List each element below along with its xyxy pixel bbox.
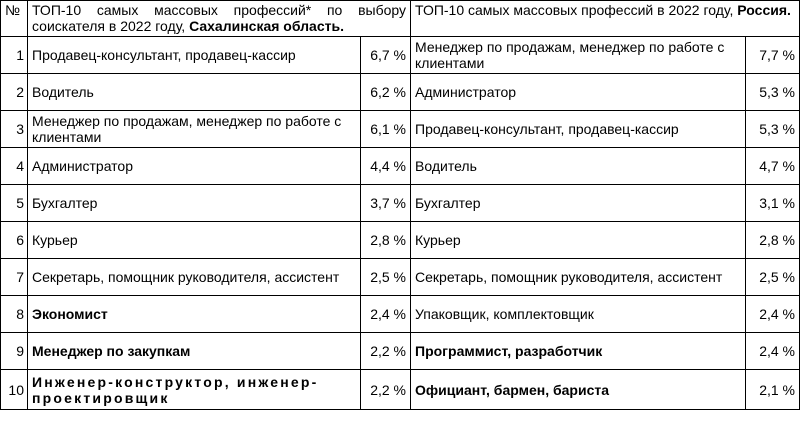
header-row: [1, 1, 800, 37]
russia-profession: Бухгалтер: [411, 185, 746, 222]
sakhalin-region-label: Сахалинская область.: [189, 18, 344, 34]
russia-profession: Менеджер по продажам, менеджер по работе с клиентами: [411, 37, 746, 74]
rank-number: 2: [1, 74, 28, 111]
russia-percent: 7,7 %: [746, 37, 800, 74]
sakhalin-profession: Администратор: [28, 148, 361, 185]
russia-profession: Официант, бармен, бариста: [411, 370, 746, 410]
table-row: [1, 185, 800, 222]
sakhalin-percent: 6,7 %: [361, 37, 411, 74]
sakhalin-percent: 6,2 %: [361, 74, 411, 111]
sakhalin-profession: Курьер: [28, 222, 361, 259]
russia-profession: Продавец-консультант, продавец-кассир: [411, 111, 746, 148]
sakhalin-header-text: ТОП-10 самых массовых профессий* по выбору соискателя в 2022 году,: [32, 2, 407, 34]
sakhalin-percent: 2,4 %: [361, 296, 411, 333]
russia-profession: Упаковщик, комплектовщик: [411, 296, 746, 333]
sakhalin-percent: 4,4 %: [361, 148, 411, 185]
sakhalin-column-header: [28, 1, 411, 37]
table-row: [1, 111, 800, 148]
sakhalin-profession: Секретарь, помощник руководителя, ассистент: [28, 259, 361, 296]
russia-percent: 2,5 %: [746, 259, 800, 296]
russia-percent: 5,3 %: [746, 111, 800, 148]
sakhalin-percent: 2,2 %: [361, 370, 411, 410]
rank-number: 9: [1, 333, 28, 370]
sakhalin-profession: Водитель: [28, 74, 361, 111]
sakhalin-percent: 3,7 %: [361, 185, 411, 222]
sakhalin-profession: Экономист: [28, 296, 361, 333]
russia-percent: 2,8 %: [746, 222, 800, 259]
rank-number: 1: [1, 37, 28, 74]
russia-percent: 2,4 %: [746, 296, 800, 333]
rank-number: 7: [1, 259, 28, 296]
sakhalin-percent: 2,2 %: [361, 333, 411, 370]
rank-number: 10: [1, 370, 28, 410]
sakhalin-profession: Менеджер по закупкам: [28, 333, 361, 370]
rank-number: 8: [1, 296, 28, 333]
rank-number: 5: [1, 185, 28, 222]
russia-percent: 4,7 %: [746, 148, 800, 185]
russia-percent: 2,1 %: [746, 370, 800, 410]
sakhalin-percent: 2,5 %: [361, 259, 411, 296]
russia-percent: 2,4 %: [746, 333, 800, 370]
russia-column-header: [411, 1, 800, 37]
rank-number: 6: [1, 222, 28, 259]
russia-region-label: Россия.: [737, 2, 791, 18]
table-row: [1, 370, 800, 410]
rank-number: 3: [1, 111, 28, 148]
number-column-header: №: [1, 1, 28, 37]
table-row: [1, 333, 800, 370]
sakhalin-percent: 2,8 %: [361, 222, 411, 259]
sakhalin-profession: Бухгалтер: [28, 185, 361, 222]
table-row: [1, 296, 800, 333]
sakhalin-percent: 6,1 %: [361, 111, 411, 148]
russia-profession: Курьер: [411, 222, 746, 259]
table-row: [1, 259, 800, 296]
russia-profession: Водитель: [411, 148, 746, 185]
table-row: [1, 37, 800, 74]
russia-percent: 5,3 %: [746, 74, 800, 111]
table-row: [1, 222, 800, 259]
rank-number: 4: [1, 148, 28, 185]
table-row: [1, 74, 800, 111]
sakhalin-profession: Инженер-конструктор, инженер-проектировщик: [28, 370, 361, 410]
sakhalin-profession: Продавец-консультант, продавец-кассир: [28, 37, 361, 74]
russia-profession: Программист, разработчик: [411, 333, 746, 370]
russia-header-text: ТОП-10 самых массовых профессий в 2022 году,: [415, 2, 738, 18]
sakhalin-profession: Менеджер по продажам, менеджер по работе с клиентами: [28, 111, 361, 148]
table-row: [1, 148, 800, 185]
russia-percent: 3,1 %: [746, 185, 800, 222]
russia-profession: Администратор: [411, 74, 746, 111]
russia-profession: Секретарь, помощник руководителя, ассистент: [411, 259, 746, 296]
